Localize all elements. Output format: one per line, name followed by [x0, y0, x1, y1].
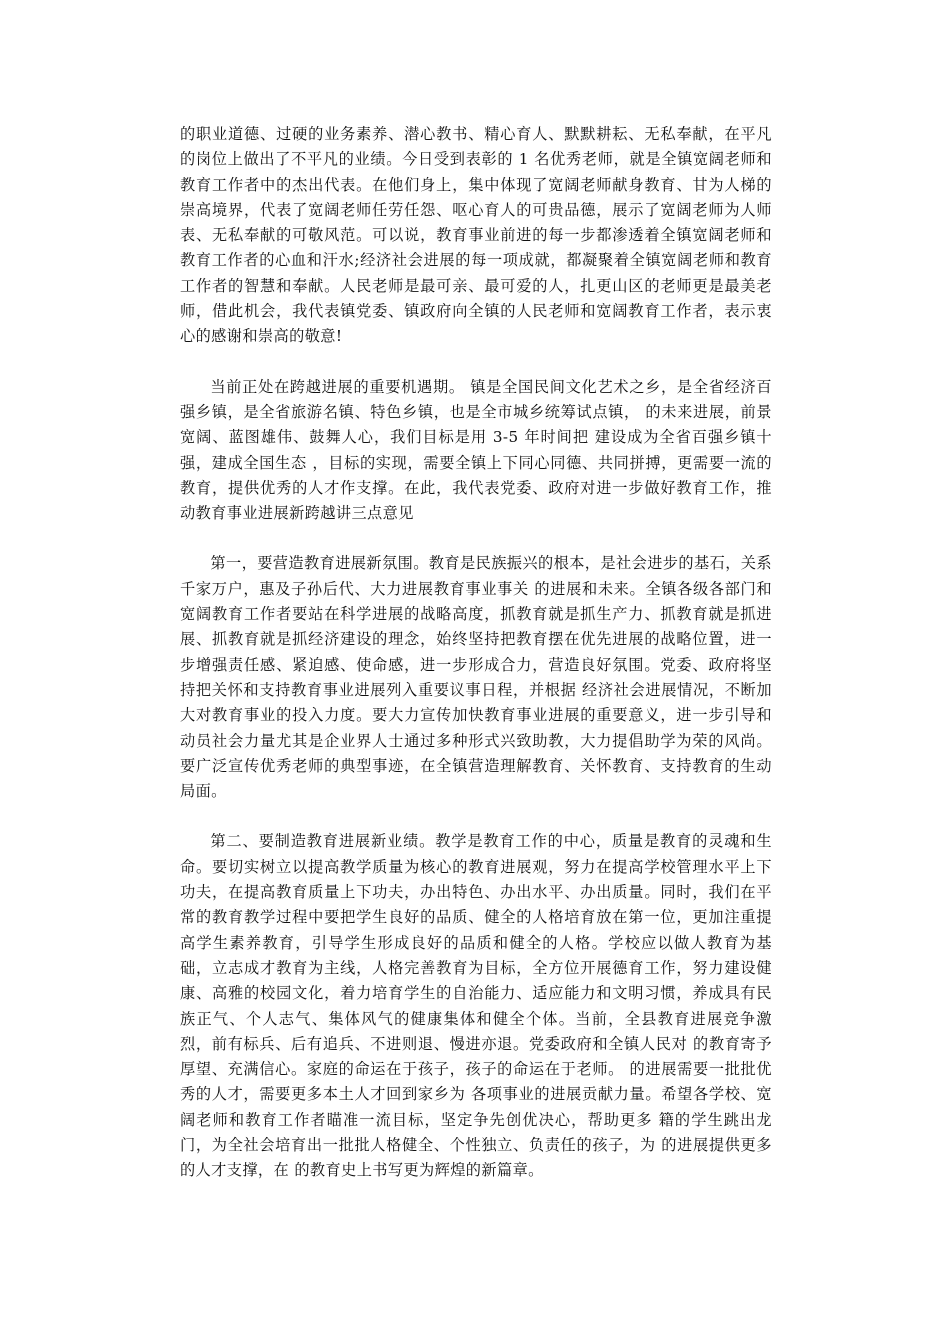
document-body [180, 122, 772, 1209]
paragraph-point-one: 第一，要营造教育进展新氛围。教育是民族振兴的根本，是社会进步的基石，关系千家万户，惠及子孙后代、大力进展教育事业事关 的进展和未来。全镇各级各部门和宽阔教育工作者要站在科学进展的战略高度，抓教育就是抓生产力、抓教育就是抓进展、抓教育就是抓经济建设的理念，始终坚持把教育摆在优先进展的战略位置，进一步增强责任感、紧迫感、使命感，进一步形成合力，营造良好氛围。党委、政府将坚持把关怀和支持教育事业进展列入重要议事日程，并根据 经济社会进展情况，不断加大对教育事业的投入力度。要大力宣传加快教育事业进展的重要意义，进一步引导和动员社会力量尤其是企业界人士通过多种形式兴致助教，大力提倡助学为荣的风尚。要广泛宣传优秀老师的典型事迹，在全镇营造理解教育、关怀教育、支持教育的生动局面。 [180, 554, 772, 801]
paragraph-praise-teachers: 的职业道德、过硬的业务素养、潜心教书、精心育人、默默耕耘、无私奉献，在平凡的岗位上做出了不平凡的业绩。今日受到表彰的 1 名优秀老师，就是全镇宽阔老师和教育工作者中的杰出代表。在他们身上，集中体现了宽阔老师献身教育、甘为人梯的崇高境界，代表了宽阔老师任劳任怨、呕心育人的可贵品德，展示了宽阔老师为人师表、无私奉献的可敬风范。可以说，教育事业前进的每一步都渗透着全镇宽阔老师和教育工作者的心血和汗水;经济社会进展的每一项成就，都凝聚着全镇宽阔老师和教育工作者的智慧和奉献。人民老师是最可亲、最可爱的人，扎更山区的老师更是最美老师，借此机会，我代表镇党委、镇政府向全镇的人民老师和宽阔教育工作者，表示衷心的感谢和崇高的敬意! [180, 125, 772, 346]
paragraph-development-opportunity: 当前正处在跨越进展的重要机遇期。 镇是全国民间文化艺术之乡，是全省经济百强乡镇，是全省旅游名镇、特色乡镇，也是全市城乡统筹试点镇， 的未来进展，前景宽阔、蓝图雄伟、鼓舞人心，我们目标是用 3-5 年时间把 建设成为全省百强乡镇十强，建成全国生态 ，目标的实现，需要全镇上下同心同德、共同拼搏，更需要一流的教育，提供优秀的人才作支撑。在此，我代表党委、政府对进一步做好教育工作，推动教育事业进展新跨越讲三点意见 [180, 377, 772, 523]
paragraph-point-two: 第二、要制造教育进展新业绩。教学是教育工作的中心，质量是教育的灵魂和生命。要切实树立以提高教学质量为核心的教育进展观，努力在提高学校管理水平上下功夫，在提高教育质量上下功夫，办出特色、办出水平、办出质量。同时，我们在平常的教育教学过程中要把学生良好的品质、健全的人格培育放在第一位，更加注重提高学生素养教育，引导学生形成良好的品质和健全的人格。学校应以做人教育为基础，立志成才教育为主线，人格完善教育为目标，全方位开展德育工作，努力建设健康、高雅的校园文化，着力培育学生的自治能力、适应能力和文明习惯，养成具有民族正气、个人志气、集体风气的健康集体和健全个体。当前，全县教育进展竞争激烈，前有标兵、后有追兵、不进则退、慢进亦退。党委政府和全镇人民对 的教育寄予厚望、充满信心。家庭的命运在于孩子，孩子的命运在于老师。 的进展需要一批批优秀的人才，需要更多本土人才回到家乡为 各项事业的进展贡献力量。希望各学校、宽阔老师和教育工作者瞄准一流目标，坚定争先创优决心，帮助更多 籍的学生跳出龙门，为全社会培育出一批批人格健全、个性独立、负责任的孩子，为 的进展提供更多的人才支撑，在 的教育史上书写更为辉煌的新篇章。 [180, 832, 772, 1180]
